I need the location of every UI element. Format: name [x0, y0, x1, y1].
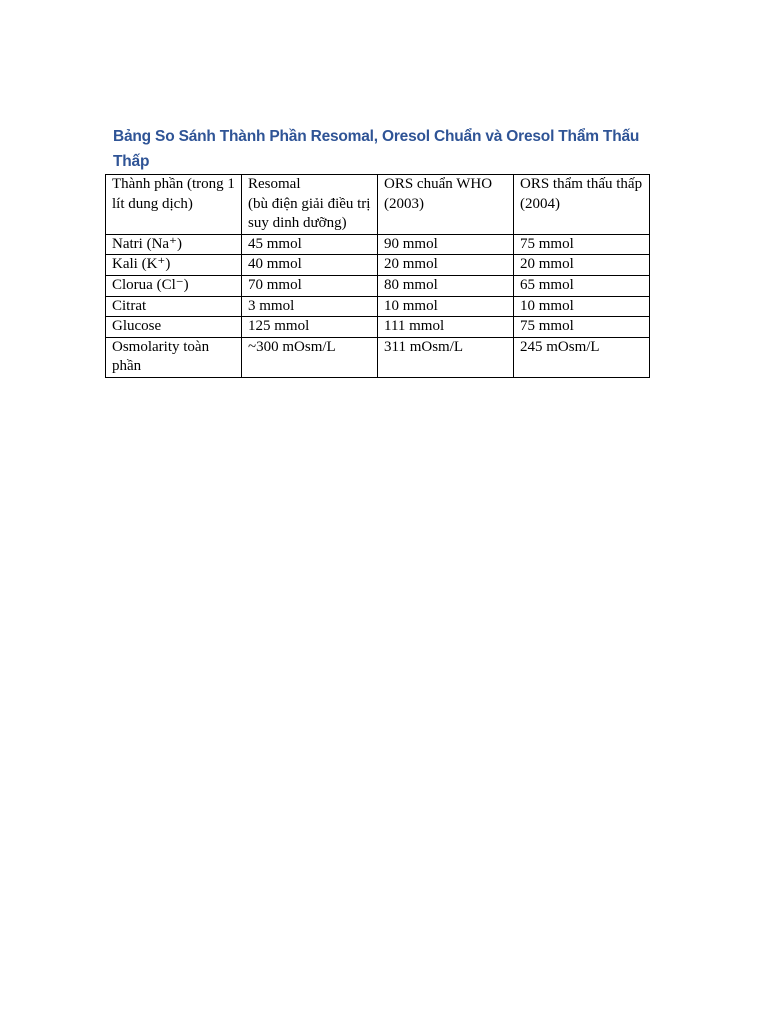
table-row — [106, 275, 650, 296]
table-cell: ~300 mOsm/L — [242, 337, 378, 377]
table-cell: 90 mmol — [378, 234, 514, 255]
table-cell: Glucose — [106, 317, 242, 338]
page-title: Bảng So Sánh Thành Phần Resomal, Oresol Chuẩn và Oresol Thẩm Thấu Thấp — [113, 128, 640, 170]
table-cell: Osmolarity toàn phần — [106, 337, 242, 377]
table-cell: 75 mmol — [514, 234, 650, 255]
table-cell: Natri (Na⁺) — [106, 234, 242, 255]
header-cell-text: Resomal (bù điện giải điều trị suy dinh dưỡng) — [248, 176, 371, 232]
table-cell: 111 mmol — [378, 317, 514, 338]
table-cell: 45 mmol — [242, 234, 378, 255]
table-cell: 65 mmol — [514, 275, 650, 296]
table-cell: 3 mmol — [242, 296, 378, 317]
table-cell: Kali (K⁺) — [106, 255, 242, 276]
table-cell: 10 mmol — [378, 296, 514, 317]
table-row — [106, 317, 650, 338]
table-cell: 311 mOsm/L — [378, 337, 514, 377]
table-cell: 20 mmol — [378, 255, 514, 276]
table-cell: 70 mmol — [242, 275, 378, 296]
table-row — [106, 337, 650, 377]
table-cell: 75 mmol — [514, 317, 650, 338]
table-row — [106, 255, 650, 276]
header-cell: ORS chuẩn WHO (2003) — [378, 175, 514, 235]
table-cell: 125 mmol — [242, 317, 378, 338]
comparison-table — [105, 174, 650, 378]
table-row — [106, 234, 650, 255]
table-cell: 20 mmol — [514, 255, 650, 276]
header-cell: ORS thẩm thấu thấp (2004) — [514, 175, 650, 235]
table-row — [106, 296, 650, 317]
table-cell: Citrat — [106, 296, 242, 317]
table-cell: 10 mmol — [514, 296, 650, 317]
table-header-row — [106, 175, 650, 235]
table-cell: 245 mOsm/L — [514, 337, 650, 377]
table-cell: Clorua (Cl⁻) — [106, 275, 242, 296]
table-cell: 40 mmol — [242, 255, 378, 276]
table-cell: 80 mmol — [378, 275, 514, 296]
header-cell — [242, 175, 378, 235]
header-cell: Thành phần (trong 1 lít dung dịch) — [106, 175, 242, 235]
